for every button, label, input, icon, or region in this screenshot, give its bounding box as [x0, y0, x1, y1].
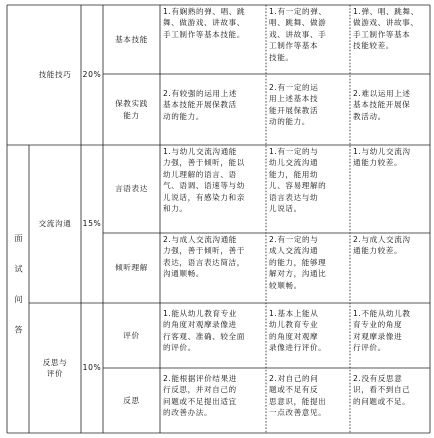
descriptor-poor: 1.与幼儿交流沟 通能力较差。 [353, 147, 411, 168]
weight-communication: 15% [82, 219, 102, 229]
descriptor-average: 2.有一定的与 成人交流沟通 的能力，能够理 解对方，沟通比 较顺畅。 [269, 235, 327, 290]
descriptor-average: 2.有一定的运 用上述基本技 能开展保教活 动的能力。 [269, 83, 319, 127]
descriptor-poor: 2.没有反思意 识，看不到自己 的问题或不足。 [353, 374, 411, 406]
descriptor-excellent: 1.与幼儿交流沟通能 力强，善于倾听，能以 幼儿理解的语言、语 气、语调、语速等与幼 儿说话，有感染力和亲 和力。 [163, 147, 245, 214]
sub-item-evaluation: 评价 [123, 330, 140, 340]
descriptor-excellent: 2.有较强的运用上述 基本技能开展保教活 动的能力。 [163, 89, 237, 121]
group-label-interview: 面 试 问 答 [14, 234, 23, 344]
descriptor-poor: 1.弹、唱、跳舞、 做游戏、讲故事、 手工制作等基本 技能较差。 [353, 7, 419, 51]
sub-item-listening: 倾听理解 [115, 263, 148, 273]
category-title-reflection: 反思与 评价 [42, 357, 68, 378]
category-title-skills: 技能技巧 [38, 70, 72, 80]
sub-item-practice-ability: 保教实践 能力 [115, 99, 148, 120]
descriptor-poor: 1.不能从幼儿教 育专业的角度 对观摩录像进 行评价。 [353, 309, 411, 353]
descriptor-poor: 2.与成人交流沟 通能力较差。 [353, 235, 411, 256]
descriptor-excellent: 2.与成人交流沟通能 力强，善于倾听，善于 表达，语言表达简洁， 沟通顺畅。 [163, 235, 245, 279]
descriptor-average: 1.有一定的与 幼儿交流沟通 能力，能用幼 儿、容易理解的 语言表达与幼 儿说话。 [269, 147, 327, 214]
descriptor-excellent: 1.有娴熟的弹、唱、跳 舞、做游戏、讲故事、 手工制作等基本技能。 [163, 7, 246, 39]
descriptor-average: 1.有一定的弹、 唱、跳舞、做游 戏、讲故事、手 工制作等基本 技能。 [269, 7, 327, 62]
weight-skills: 20% [82, 70, 102, 80]
sub-item-verbal-expression: 言语表达 [115, 184, 148, 194]
descriptor-excellent: 2.能根据评价结果进 行反思，并对自己的 问题或不足提出适宜 的改善办法。 [163, 374, 237, 418]
category-title-communication: 交流沟通 [38, 219, 72, 229]
descriptor-excellent: 1.能从幼儿教育专业 的角度对观摩录像进 行客观、准确、较全面 的评价。 [163, 309, 245, 353]
descriptor-average: 1.基本上能从 幼儿教育专业 的角度对观摩 录像进行评价。 [269, 309, 327, 353]
sub-item-reflection: 反思 [123, 395, 140, 405]
descriptor-poor: 2.难以运用上述 基本技能开展保 教活动。 [353, 89, 411, 121]
sub-item-basic-skills: 基本技能 [115, 34, 148, 44]
descriptor-average: 2.对自己的问 题或不足有反 思意识，能提出 一点改善意见。 [269, 374, 327, 418]
weight-reflection: 10% [82, 363, 102, 373]
